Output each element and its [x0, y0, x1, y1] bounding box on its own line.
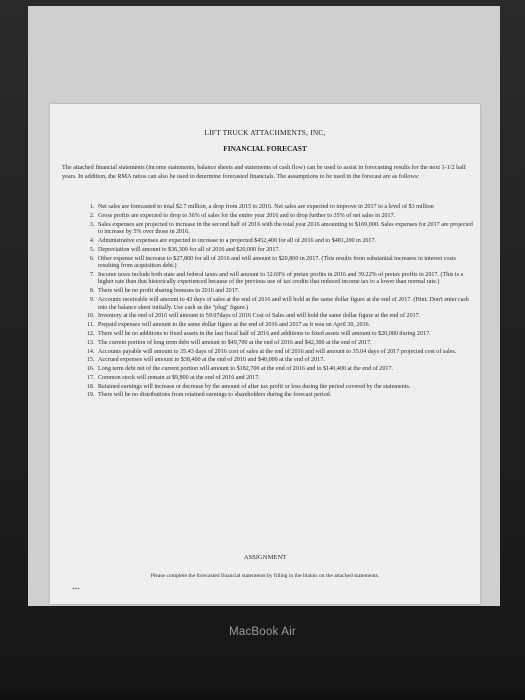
assumption-item: 16. Long term debt net of the current portion will amount to $182,700 at the end of 2016 and to $140,400 at the end of 2017.: [96, 366, 478, 374]
laptop-screen: [28, 6, 500, 606]
assumption-item: 4. Administrative expenses are expected to increase to a projected $452,400 for all of 2016 and to $481,200 in 2017.: [96, 238, 478, 246]
assumption-item: 11. Prepaid expenses will amount to the same dollar figure at the end of 2016 and 2017 as it was on April 30, 2016.: [96, 322, 478, 330]
assumption-item: 12. There will be no additions to fixed assets in the last fiscal half of 2016 and additions to fixed assets will amount to $20,000 during 2017.: [96, 331, 478, 339]
assumption-item: 17. Common stock will remain at $9,800 at the end of 2016 and 2017.: [96, 375, 478, 383]
assumption-item: 5. Depreciation will amount to $36,300 for all of 2016 and $20,000 for 2017.: [96, 247, 478, 255]
assumption-item: 14. Accounts payable will amount to 35.43 days of 2016 cost of sales at the end of 2016 and will amount to 35.04 days of 2017 projected cost of sales.: [96, 349, 478, 357]
document-subtitle: FINANCIAL FORECAST: [223, 144, 307, 153]
assumption-item: 15. Accrued expenses will amount to $38,400 at the end of 2016 and $40,000 at the end of 2017.: [96, 357, 478, 365]
assumption-item: 6. Other expense will increase to $27,800 for all of 2016 and will amount to $20,800 in 2017. (This results from substantial increases in interest costs resulting from acquisition debt.): [96, 256, 478, 271]
assumption-item: 19. There will be no distributions from retained earnings to shareholders during the forecast period.: [96, 392, 478, 400]
assumption-item: 7. Income taxes include both state and federal taxes and will amount to 32.69% of pretax profits in 2016 and 39.22% of pretax profits in 2017. (This is a higher rate than that historically experienced because of the previous use of tax credits that reduced income tax to a lower than normal rate.): [96, 272, 478, 287]
assumption-item: 13. The current portion of long term debt will amount to $49,700 at the end of 2016 and $42,300 at the end of 2017.: [96, 340, 478, 348]
assumption-item: 1. Net sales are forecasted to total $2.7 million, a drop from 2015 to 2016. Net sales are expected to improve in 2017 to a level of $3 million: [96, 204, 478, 212]
assumption-item: 2. Gross profits are expected to drop to 36% of sales for the entire year 2016 and to drop further to 35% of net sales in 2017.: [96, 213, 478, 221]
assumption-item: 10. Inventory at the end of 2016 will amount to 59.07days of 2016 Cost of Sales and will hold the same dollar figure at the end of 2017.: [96, 313, 478, 321]
assumption-list: [84, 204, 478, 401]
laptop-hinge: [0, 684, 525, 700]
intro-paragraph: The attached financial statements (income statements, balance sheets and statements of cash flow) can be used to assist in forecasting results for the next 1-1/2 half years. In addition, the RMA ratios can also be used to determine forecasted financials. The assumptions to be used in the forecast are as follows:: [62, 164, 466, 180]
laptop-brand-label: MacBook Air: [229, 626, 296, 638]
assignment-heading: ASSIGNMENT: [243, 554, 287, 561]
document-title: LIFT TRUCK ATTACHMENTS, INC,: [204, 128, 326, 137]
assumption-item: 9. Accounts receivable will amount to 43 days of sales at the end of 2016 and will hold at the same dollar figure at the end of 2017. (Hint: Don't enter cash into the balance sheet initially. Use cash as the "plug" figure.): [96, 297, 478, 312]
assignment-text: Please complete the forecasted financial statements by filling in the blanks on the attached statements.: [150, 573, 380, 579]
asterisk-mark: ***: [72, 588, 80, 593]
document-page: [50, 104, 480, 604]
assumption-item: 18. Retained earnings will increase or decrease by the amount of after tax profit or loss during the period covered by the statements.: [96, 384, 478, 392]
assumption-item: 3. Sales expenses are projected to increase in the second half of 2016 with the total year 2016 amounting to $169,000. Sales expenses for 2017 are projected to increase by 5% over those in 2016.: [96, 222, 478, 237]
assumption-item: 8. There will be no profit sharing bonuses in 2016 and 2017.: [96, 288, 478, 296]
